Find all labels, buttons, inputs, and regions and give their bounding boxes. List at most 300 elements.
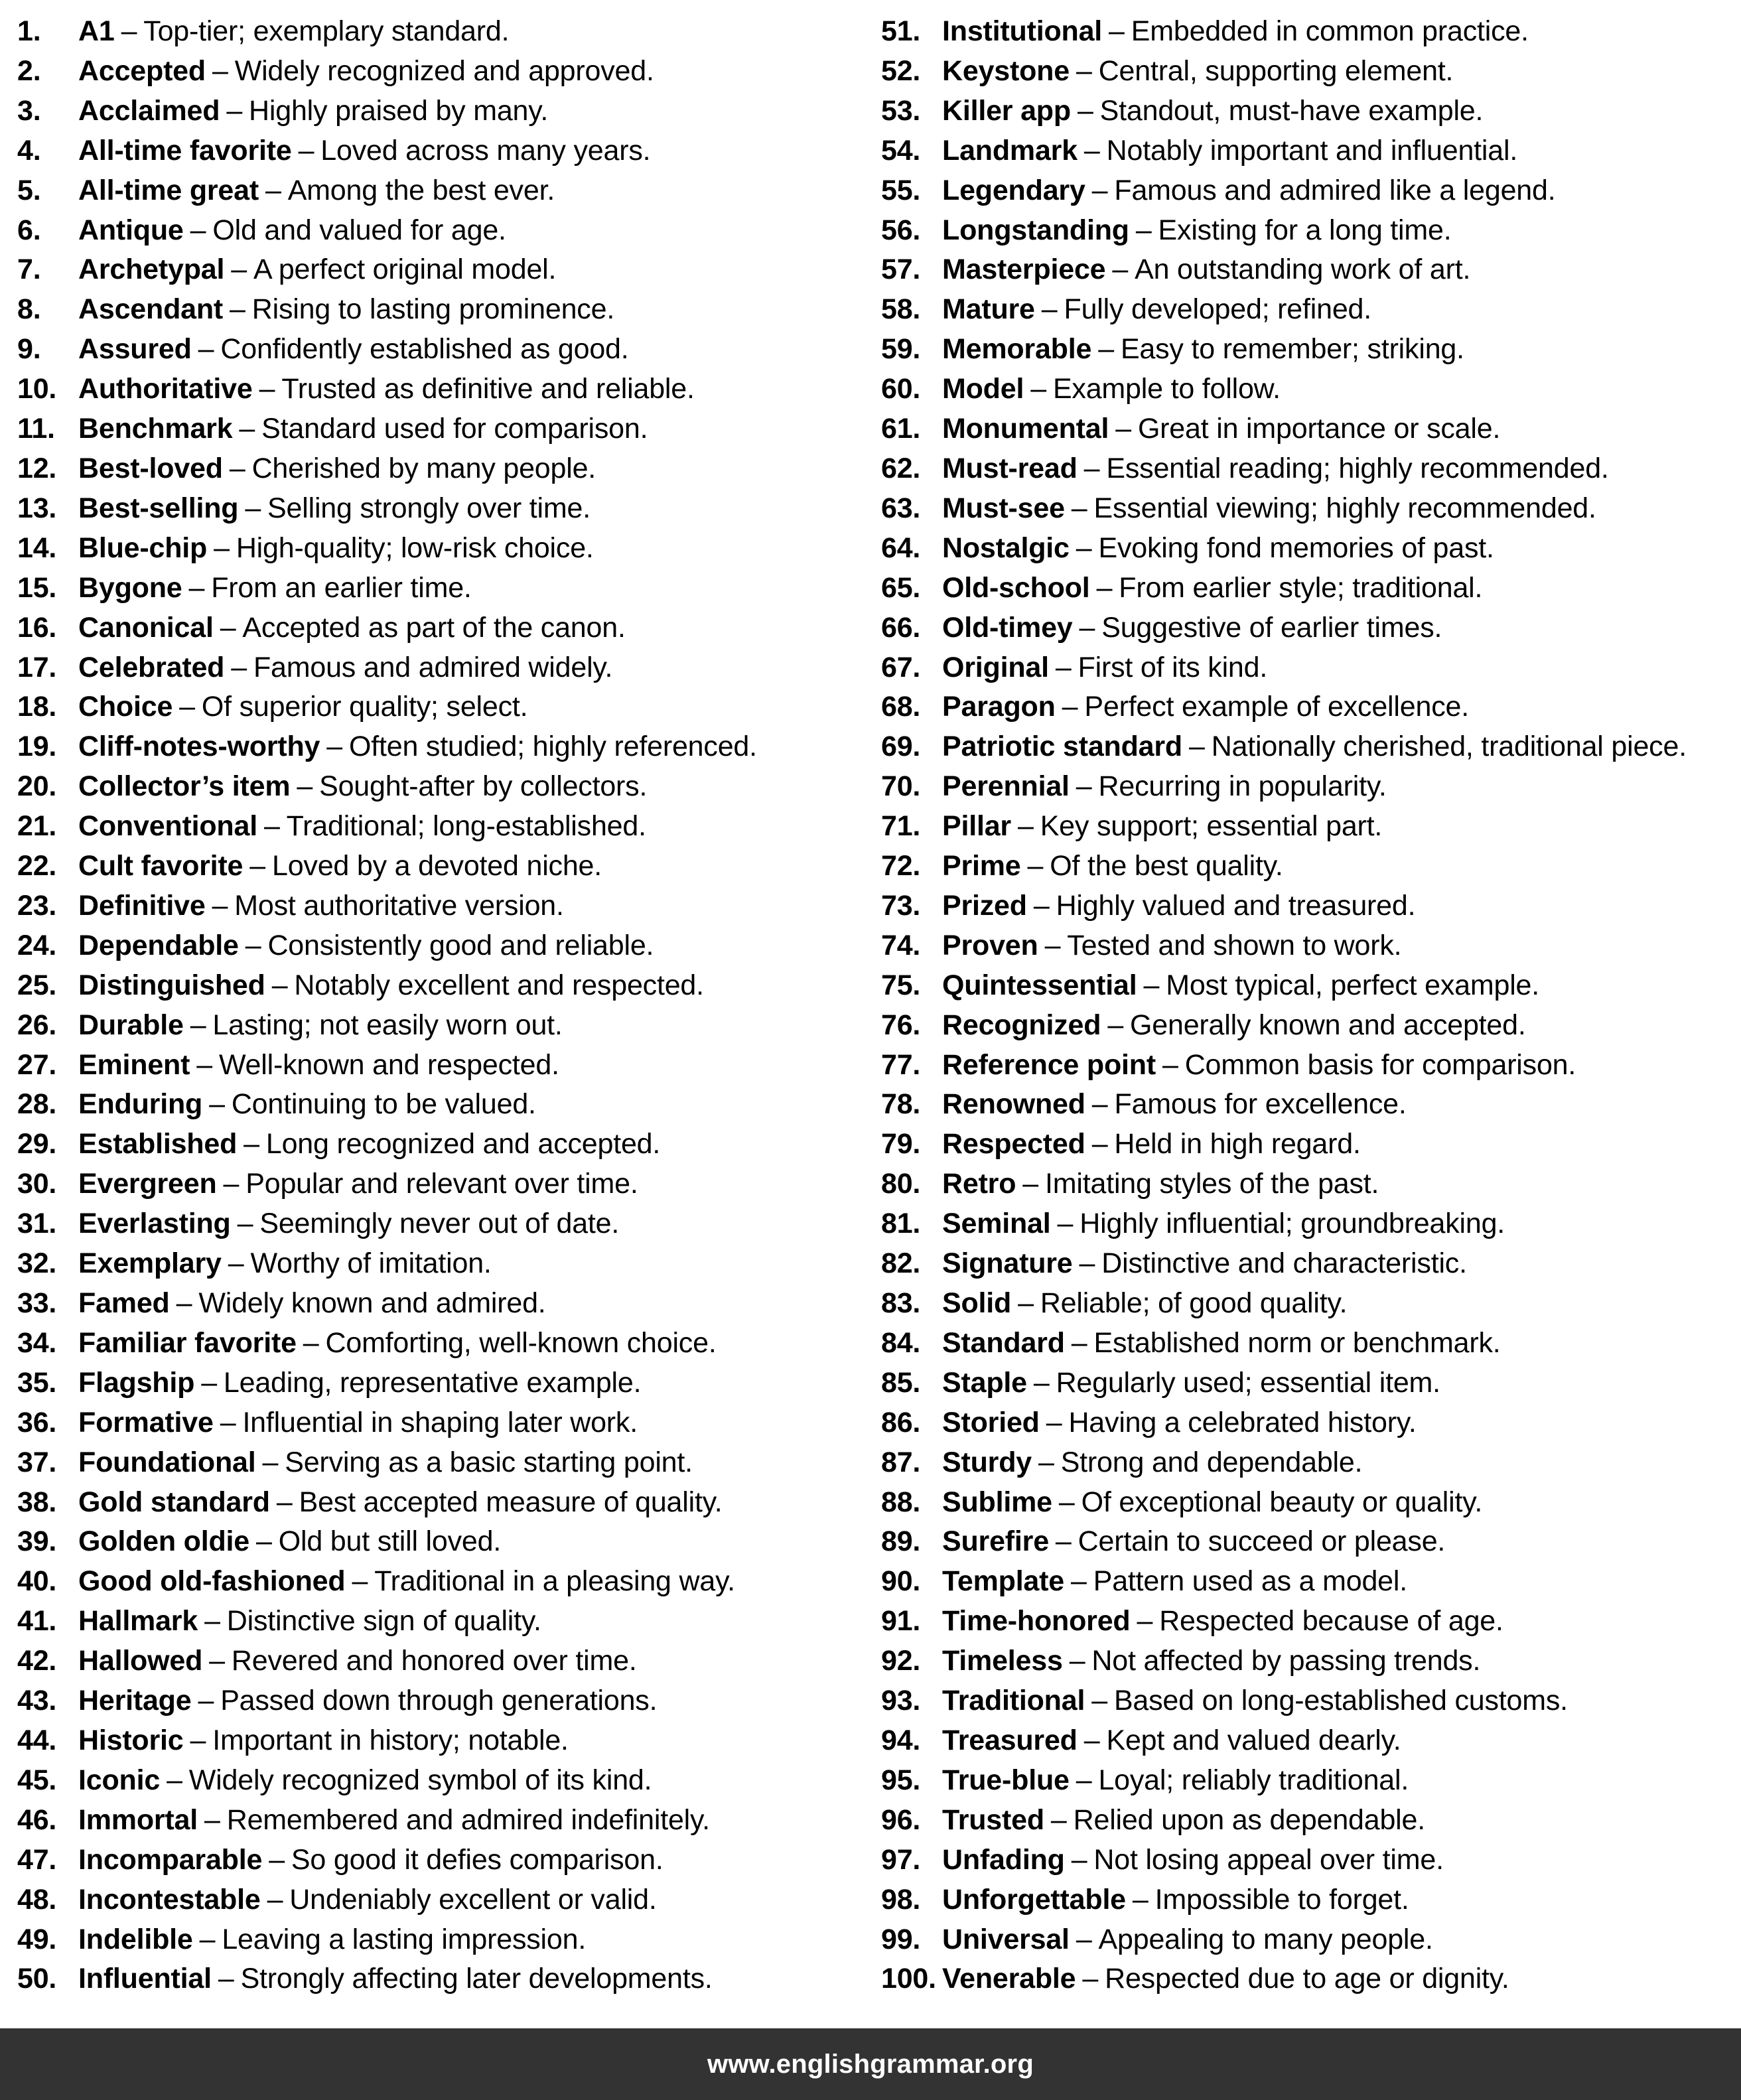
list-item-number: 36.: [17, 1406, 57, 1438]
list-item: [881, 171, 1724, 211]
list-item-number: 10.: [17, 373, 57, 405]
list-item-term: Familiar favorite: [78, 1326, 297, 1359]
list-item-separator: –: [190, 1724, 206, 1756]
list-item-term: Canonical: [78, 611, 214, 644]
list-item-description: Loved by a devoted niche.: [271, 850, 602, 882]
list-item-number: 32.: [17, 1247, 57, 1280]
list-item: [17, 489, 859, 529]
list-item-term: Indelible: [78, 1923, 193, 1955]
list-item-number: 80.: [881, 1168, 921, 1200]
list-item-description: From an earlier time.: [211, 571, 472, 604]
list-item-description: Loved across many years.: [320, 134, 651, 167]
list-item-term: Sublime: [942, 1486, 1052, 1518]
list-item-term: Recognized: [942, 1009, 1101, 1041]
list-item-number: 6.: [17, 214, 41, 246]
list-item: [17, 926, 859, 966]
list-item-term: Legendary: [942, 174, 1085, 206]
list-item-separator: –: [212, 54, 228, 87]
list-item-number: 60.: [881, 373, 921, 405]
list-item-number: 96.: [881, 1803, 921, 1836]
list-item-separator: –: [214, 531, 230, 564]
list-item-separator: –: [1115, 413, 1131, 445]
list-item-separator: –: [1083, 1724, 1100, 1756]
list-item-term: Storied: [942, 1406, 1040, 1438]
list-item-number: 15.: [17, 571, 57, 604]
list-item-term: Respected: [942, 1128, 1085, 1160]
list-item-term: Cult favorite: [78, 850, 244, 882]
list-item-number: 79.: [881, 1128, 921, 1160]
list-item: [17, 1204, 859, 1244]
list-item-number: 77.: [881, 1048, 921, 1081]
list-item-number: 14.: [17, 531, 57, 564]
list-item-number: 83.: [881, 1287, 921, 1319]
list-item-description: Easy to remember; striking.: [1120, 333, 1464, 366]
list-item: [881, 727, 1724, 767]
list-item: [881, 1681, 1724, 1721]
list-item-number: 76.: [881, 1009, 921, 1041]
list-item-description: Famous and admired widely.: [253, 651, 613, 683]
list-item-term: Flagship: [78, 1366, 195, 1399]
list-item-description: Suggestive of earlier times.: [1101, 611, 1442, 644]
list-item-term: Proven: [942, 929, 1038, 961]
list-item-description: A perfect original model.: [253, 253, 557, 286]
list-item-term: Patriotic standard: [942, 731, 1182, 763]
list-item: [881, 966, 1724, 1006]
list-item-separator: –: [198, 1685, 214, 1717]
list-item: [17, 727, 859, 767]
list-item-separator: –: [204, 1803, 220, 1836]
list-item-separator: –: [220, 1406, 236, 1438]
list-item-term: Celebrated: [78, 651, 225, 683]
list-item-separator: –: [1071, 492, 1087, 524]
list-item-term: Seminal: [942, 1208, 1051, 1240]
list-item-description: Kept and valued dearly.: [1106, 1724, 1401, 1756]
list-item-separator: –: [1058, 1486, 1075, 1518]
list-item-separator: –: [209, 1645, 225, 1677]
list-item-number: 29.: [17, 1128, 57, 1160]
list-item-number: 2.: [17, 54, 41, 87]
list-item-number: 91.: [881, 1605, 921, 1638]
list-item-separator: –: [1096, 571, 1113, 604]
list-item-description: Widely recognized symbol of its kind.: [188, 1764, 652, 1796]
list-item-description: Continuing to be valued.: [231, 1088, 536, 1121]
list-item-term: Prized: [942, 889, 1027, 922]
list-item-number: 44.: [17, 1724, 57, 1756]
list-item-separator: –: [265, 174, 281, 206]
list-item-term: Conventional: [78, 810, 257, 843]
list-item-separator: –: [1076, 1923, 1092, 1955]
list-item-number: 51.: [881, 15, 921, 47]
list-item-description: Of exceptional beauty or quality.: [1081, 1486, 1483, 1518]
list-item-description: Long recognized and accepted.: [265, 1128, 661, 1160]
list-item-separator: –: [1132, 1883, 1149, 1916]
list-item-description: Of the best quality.: [1050, 850, 1283, 882]
list-item-term: Durable: [78, 1009, 184, 1041]
list-item-separator: –: [271, 969, 288, 1001]
list-item-number: 63.: [881, 492, 921, 524]
list-item-separator: –: [212, 889, 228, 922]
list-item-term: Trusted: [942, 1803, 1044, 1836]
list-item-term: Best-loved: [78, 452, 223, 484]
list-item: [881, 687, 1724, 727]
list-item-description: Important in history; notable.: [212, 1724, 569, 1756]
list-item-separator: –: [1137, 1605, 1153, 1638]
list-item-term: Enduring: [78, 1088, 203, 1121]
list-item: [17, 1403, 859, 1443]
list-item-description: Famous for excellence.: [1114, 1088, 1407, 1121]
list-item-term: Unforgettable: [942, 1883, 1126, 1916]
list-item-description: Certain to succeed or please.: [1078, 1525, 1446, 1558]
list-item-number: 31.: [17, 1208, 57, 1240]
list-item-separator: –: [263, 810, 280, 843]
list-item-number: 3.: [17, 94, 41, 127]
list-item-description: Leading, representative example.: [223, 1366, 642, 1399]
list-item-description: Strong and dependable.: [1060, 1446, 1363, 1478]
list-item-number: 5.: [17, 174, 41, 206]
list-item-description: Distinctive sign of quality.: [226, 1605, 541, 1638]
list-item-number: 7.: [17, 253, 41, 286]
list-item-description: Held in high regard.: [1114, 1128, 1361, 1160]
list-item-description: Notably excellent and respected.: [294, 969, 704, 1001]
list-item-separator: –: [167, 1764, 182, 1796]
footer-bar: [0, 2028, 1741, 2100]
list-item-term: Solid: [942, 1287, 1012, 1319]
list-item: [17, 1483, 859, 1523]
list-item: [17, 1522, 859, 1562]
list-item-description: Old but still loved.: [278, 1525, 502, 1558]
list-item-term: Iconic: [78, 1764, 161, 1796]
list-item: [17, 1880, 859, 1920]
list-item-term: Masterpiece: [942, 253, 1106, 286]
list-item-separator: –: [1041, 293, 1058, 326]
list-item: [17, 12, 859, 52]
list-item-number: 25.: [17, 969, 57, 1001]
list-item: [881, 1602, 1724, 1642]
list-item-separator: –: [204, 1605, 220, 1638]
list-item-term: Collector’s item: [78, 770, 291, 803]
list-item-number: 12.: [17, 452, 57, 484]
list-item-separator: –: [1069, 1645, 1085, 1677]
list-item-term: Universal: [942, 1923, 1070, 1955]
list-item-number: 81.: [881, 1208, 921, 1240]
list-item-description: Regularly used; essential item.: [1056, 1366, 1440, 1399]
list-item-term: Monumental: [942, 413, 1109, 445]
list-item: [17, 687, 859, 727]
list-item: [17, 409, 859, 449]
list-item-description: Central, supporting element.: [1098, 54, 1454, 87]
list-item-term: Quintessential: [942, 969, 1137, 1001]
list-item-term: Staple: [942, 1366, 1027, 1399]
list-item-term: Hallowed: [78, 1645, 203, 1677]
list-item-term: All-time great: [78, 174, 259, 206]
list-item-term: Golden oldie: [78, 1525, 249, 1558]
list-item-term: Acclaimed: [78, 94, 220, 127]
list-item: [881, 1164, 1724, 1204]
list-item: [881, 409, 1724, 449]
list-item: [881, 250, 1724, 290]
list-item-separator: –: [237, 1208, 253, 1240]
list-item-description: Cherished by many people.: [251, 452, 596, 484]
list-item-term: Exemplary: [78, 1247, 222, 1280]
list-item-description: Not losing appeal over time.: [1093, 1843, 1444, 1876]
list-item: [881, 211, 1724, 251]
list-item-number: 17.: [17, 651, 57, 683]
list-item-separator: –: [1050, 1803, 1067, 1836]
list-item-separator: –: [226, 94, 243, 127]
list-item: [17, 608, 859, 648]
list-item: [881, 1761, 1724, 1801]
list-item: [17, 131, 859, 171]
list-item-term: Treasured: [942, 1724, 1078, 1756]
list-item: [17, 1721, 859, 1761]
list-item-separator: –: [352, 1565, 368, 1598]
list-item-term: Immortal: [78, 1803, 198, 1836]
list-item-term: Established: [78, 1128, 238, 1160]
list-item: [17, 886, 859, 926]
list-item-term: Keystone: [942, 54, 1070, 87]
list-item-description: Notably important and influential.: [1106, 134, 1518, 167]
list-item-number: 55.: [881, 174, 921, 206]
list-item: [881, 1959, 1724, 1999]
list-item-description: Highly influential; groundbreaking.: [1079, 1208, 1505, 1240]
list-item: [881, 807, 1724, 847]
footer-site-url[interactable]: www.englishgrammar.org: [707, 2049, 1034, 2079]
list-item-number: 42.: [17, 1645, 57, 1677]
list-item-description: Of superior quality; select.: [201, 691, 528, 723]
list-item-term: Original: [942, 651, 1049, 683]
list-item-separator: –: [245, 929, 261, 961]
list-item-separator: –: [121, 15, 137, 47]
list-item: [881, 92, 1724, 131]
list-item: [881, 1085, 1724, 1125]
list-item-number: 66.: [881, 611, 921, 644]
list-item-number: 41.: [17, 1605, 57, 1638]
list-item-separator: –: [188, 571, 205, 604]
list-item: [881, 1006, 1724, 1046]
list-item-number: 89.: [881, 1525, 921, 1558]
list-item-number: 30.: [17, 1168, 57, 1200]
list-item-separator: –: [239, 413, 255, 445]
list-item-number: 78.: [881, 1088, 921, 1121]
list-item-number: 68.: [881, 691, 921, 723]
list-item-number: 53.: [881, 94, 921, 127]
list-item-term: Longstanding: [942, 214, 1129, 246]
list-item-number: 84.: [881, 1326, 921, 1359]
list-item-description: Remembered and admired indefinitely.: [226, 1803, 710, 1836]
list-item-separator: –: [1079, 611, 1095, 644]
list-item-description: Top-tier; exemplary standard.: [143, 15, 510, 47]
list-item-description: Standard used for comparison.: [261, 413, 648, 445]
list-item-separator: –: [1076, 54, 1092, 87]
list-item-separator: –: [1077, 94, 1093, 127]
list-item: [17, 171, 859, 211]
list-item-separator: –: [1071, 1565, 1087, 1598]
list-item-description: Well-known and respected.: [218, 1048, 559, 1081]
list-item: [881, 370, 1724, 409]
list-item-description: Confidently established as good.: [220, 333, 629, 366]
list-item-separator: –: [1057, 1208, 1074, 1240]
list-item-description: Among the best ever.: [287, 174, 555, 206]
list-item: [17, 211, 859, 251]
list-item-description: From earlier style; traditional.: [1119, 571, 1483, 604]
list-item-separator: –: [1188, 731, 1205, 763]
list-item-separator: –: [249, 850, 265, 882]
list-item-description: Traditional in a pleasing way.: [374, 1565, 735, 1598]
list-item-separator: –: [218, 1963, 234, 1995]
list-item: [17, 767, 859, 807]
list-item: [881, 12, 1724, 52]
list-item: [881, 886, 1724, 926]
list-item-number: 85.: [881, 1366, 921, 1399]
list-item-separator: –: [201, 1366, 217, 1399]
list-item-term: Pillar: [942, 810, 1011, 843]
list-item-number: 73.: [881, 889, 921, 922]
list-item: [881, 648, 1724, 688]
list-item-description: Widely known and admired.: [198, 1287, 546, 1319]
list-item: [17, 1681, 859, 1721]
list-item: [881, 767, 1724, 807]
list-item-description: Loyal; reliably traditional.: [1098, 1764, 1409, 1796]
list-item-separator: –: [1091, 174, 1108, 206]
list-item-description: Accepted as part of the canon.: [242, 611, 626, 644]
list-item-separator: –: [326, 731, 342, 763]
list-item-description: Recurring in popularity.: [1098, 770, 1387, 803]
list-item-separator: –: [1027, 850, 1044, 882]
list-item-term: Memorable: [942, 333, 1092, 366]
list-item: [17, 847, 859, 886]
list-item-number: 18.: [17, 691, 57, 723]
list-item-term: Traditional: [942, 1685, 1085, 1717]
list-item-number: 57.: [881, 253, 921, 286]
list-item-description: Evoking fond memories of past.: [1098, 531, 1494, 564]
list-item: [881, 330, 1724, 370]
list-item-term: Eminent: [78, 1048, 190, 1081]
list-item-description: Example to follow.: [1052, 373, 1281, 405]
list-item: [17, 1006, 859, 1046]
list-item: [17, 1841, 859, 1880]
list-item-number: 33.: [17, 1287, 57, 1319]
list-item: [17, 529, 859, 569]
list-item-number: 47.: [17, 1843, 57, 1876]
list-item-term: Template: [942, 1565, 1064, 1598]
list-item-separator: –: [1082, 1963, 1099, 1995]
list-item-description: Worthy of imitation.: [250, 1247, 492, 1280]
list-item-term: Archetypal: [78, 253, 225, 286]
list-item: [881, 1642, 1724, 1681]
list-item-separator: –: [1143, 969, 1160, 1001]
list-item-description: High-quality; low-risk choice.: [236, 531, 594, 564]
list-item-number: 100.: [881, 1963, 936, 1995]
list-item-number: 37.: [17, 1446, 57, 1478]
list-item: [17, 92, 859, 131]
list-item: [17, 330, 859, 370]
list-item-separator: –: [230, 293, 245, 326]
list-item-term: Sturdy: [942, 1446, 1032, 1478]
list-item-term: Historic: [78, 1724, 184, 1756]
list-item-description: Comforting, well-known choice.: [325, 1326, 717, 1359]
list-item-separator: –: [1083, 452, 1100, 484]
list-item-description: Serving as a basic starting point.: [285, 1446, 693, 1478]
list-item-term: Assured: [78, 333, 192, 366]
list-item: [881, 1403, 1724, 1443]
list-item-separator: –: [267, 1883, 283, 1916]
list-item: [17, 1602, 859, 1642]
list-item-separator: –: [276, 1486, 293, 1518]
list-item: [17, 1364, 859, 1403]
list-item: [881, 1522, 1724, 1562]
list-item-separator: –: [1162, 1048, 1178, 1081]
list-item-term: Reference point: [942, 1048, 1156, 1081]
list-item-separator: –: [1109, 15, 1125, 47]
list-item-separator: –: [209, 1088, 225, 1121]
list-item-number: 27.: [17, 1048, 57, 1081]
right-column: [870, 12, 1724, 1999]
list-item: [881, 529, 1724, 569]
list-item-term: Famed: [78, 1287, 170, 1319]
list-item-number: 93.: [881, 1685, 921, 1717]
list-item-number: 13.: [17, 492, 57, 524]
list-item-term: A1: [78, 15, 115, 47]
list-item-term: Old-timey: [942, 611, 1073, 644]
list-item-description: Often studied; highly referenced.: [348, 731, 757, 763]
list-item-term: Evergreen: [78, 1168, 217, 1200]
list-item: [881, 1721, 1724, 1761]
list-item-separator: –: [303, 1326, 319, 1359]
list-item: [17, 370, 859, 409]
list-item-number: 92.: [881, 1645, 921, 1677]
list-item: [881, 1801, 1724, 1841]
list-item-term: Cliff-notes-worthy: [78, 731, 320, 763]
list-item-number: 35.: [17, 1366, 57, 1399]
list-item-description: Generally known and accepted.: [1130, 1009, 1526, 1041]
list-item-separator: –: [1044, 929, 1061, 961]
list-item: [881, 131, 1724, 171]
list-item-number: 21.: [17, 810, 57, 843]
list-item-number: 38.: [17, 1486, 57, 1518]
list-item-description: Pattern used as a model.: [1093, 1565, 1407, 1598]
list-item: [881, 1204, 1724, 1244]
list-item: [881, 926, 1724, 966]
list-item-number: 82.: [881, 1247, 921, 1280]
list-item-description: Seemingly never out of date.: [259, 1208, 620, 1240]
list-item-separator: –: [1112, 253, 1129, 286]
list-item-term: Influential: [78, 1963, 212, 1995]
list-item-separator: –: [190, 1009, 206, 1041]
list-item-number: 99.: [881, 1923, 921, 1955]
list-item-term: Model: [942, 373, 1024, 405]
list-item-description: Passed down through generations.: [220, 1685, 658, 1717]
list-item: [17, 569, 859, 608]
list-item-number: 39.: [17, 1525, 57, 1558]
list-item: [17, 449, 859, 489]
list-item-term: Foundational: [78, 1446, 256, 1478]
list-item: [17, 1959, 859, 1999]
list-item-term: Perennial: [942, 770, 1070, 803]
list-item-separator: –: [1076, 531, 1092, 564]
list-item-separator: –: [1107, 1009, 1124, 1041]
list-item-term: Nostalgic: [942, 531, 1070, 564]
list-item-number: 61.: [881, 413, 921, 445]
list-item-description: Impossible to forget.: [1154, 1883, 1409, 1916]
list-item: [17, 807, 859, 847]
list-item-number: 72.: [881, 850, 921, 882]
list-item-separator: –: [244, 1128, 259, 1160]
list-item-term: Dependable: [78, 929, 239, 961]
list-item: [17, 1085, 859, 1125]
list-item: [881, 1562, 1724, 1602]
list-item: [17, 52, 859, 92]
list-item-term: Killer app: [942, 94, 1071, 127]
